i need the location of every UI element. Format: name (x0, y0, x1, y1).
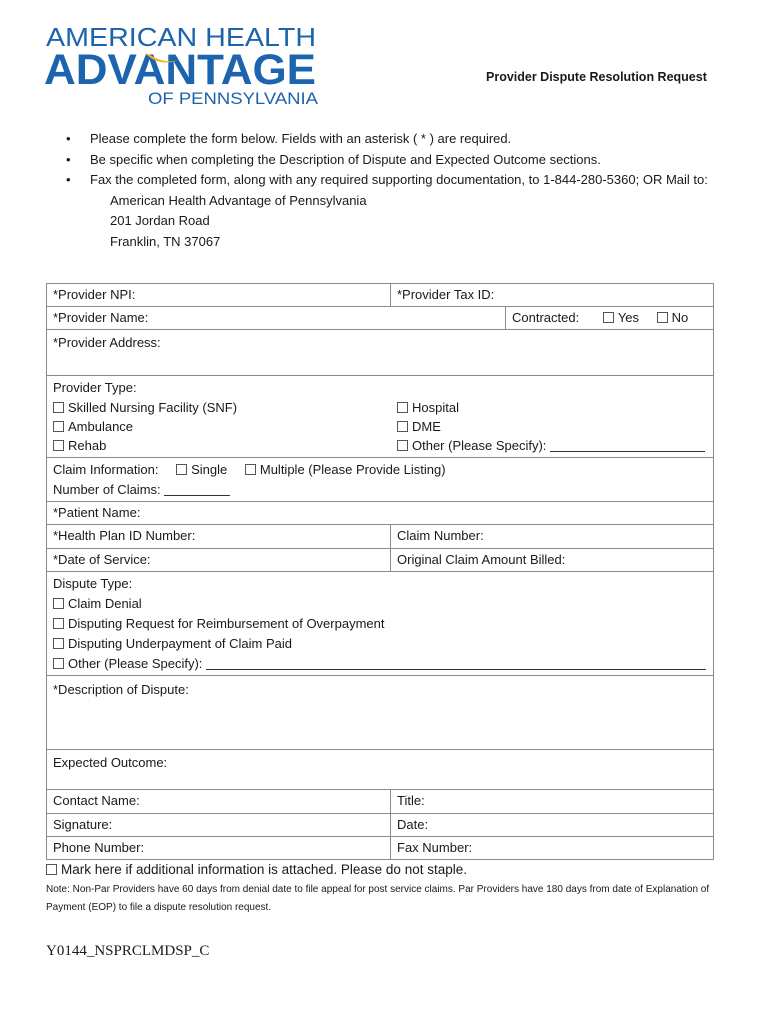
phone-number-label: Phone Number: (53, 840, 145, 855)
instruction-item: • Please complete the form below. Fields with an asterisk ( * ) are required. (64, 129, 724, 150)
checkbox-icon[interactable] (176, 464, 187, 475)
dispute-type-label: Dispute Type: (53, 576, 133, 591)
instruction-item: • Fax the completed form, along with any required supporting documentation, to 1-844-280-5360; OR Mail to: (64, 170, 724, 191)
description-field[interactable] (47, 676, 714, 750)
checkbox-icon[interactable] (53, 658, 64, 669)
logo-line-1: AMERICAN HEALTH (46, 22, 316, 52)
title-label: Title: (397, 793, 425, 808)
type-snf-option[interactable] (53, 398, 397, 417)
claim-multiple-label: Multiple (Please Provide Listing) (259, 462, 446, 477)
type-other-label: Other (Please Specify): (412, 438, 547, 453)
address-line: American Health Advantage of Pennsylvania (110, 192, 367, 208)
type-ambulance-option[interactable] (53, 417, 397, 436)
type-hospital-label: Hospital (412, 400, 459, 415)
original-claim-amount-field[interactable] (391, 549, 714, 572)
claim-number-label: Claim Number: (397, 528, 484, 543)
company-logo (44, 22, 320, 108)
expected-outcome-label: Expected Outcome: (53, 755, 168, 770)
dispute-underpayment-option[interactable] (53, 634, 707, 654)
phone-number-field[interactable] (47, 837, 391, 860)
dispute-type-section (47, 572, 714, 676)
logo-line-2: ADVANTAGE (44, 46, 316, 94)
instruction-item: • Be specific when completing the Description of Dispute and Expected Outcome sections. (64, 150, 724, 171)
type-hospital-option[interactable] (397, 398, 707, 417)
checkbox-icon[interactable] (53, 598, 64, 609)
date-field[interactable] (391, 814, 714, 837)
logo-line-3: OF PENNSYLVANIA (148, 89, 319, 108)
type-dme-label: DME (412, 419, 441, 434)
signature-field[interactable] (47, 814, 391, 837)
date-label: Date: (397, 817, 429, 832)
claim-multiple-option[interactable] (245, 462, 446, 477)
type-rehab-label: Rehab (68, 438, 107, 453)
type-other-input[interactable] (550, 438, 705, 452)
document-code: Y0144_NSPRCLMDSP_C (46, 943, 210, 959)
checkbox-icon[interactable] (397, 402, 408, 413)
address-line: Franklin, TN 37067 (110, 233, 221, 249)
checkbox-icon[interactable] (53, 638, 64, 649)
contracted-group (505, 307, 713, 329)
number-of-claims-input[interactable] (164, 482, 230, 496)
dispute-other-label: Other (Please Specify): (68, 656, 203, 671)
claim-information-section (47, 458, 714, 502)
footnote: Note: Non-Par Providers have 60 days from denial date to file appeal for post service claims. Par Providers have 180 days from date of Explanation of Payment (EOP) to file a dispute resolution request. (46, 884, 710, 913)
dispute-underpayment-label: Disputing Underpayment of Claim Paid (68, 636, 292, 651)
contact-name-field[interactable] (47, 790, 391, 814)
provider-tax-id-label: *Provider Tax ID: (397, 287, 495, 302)
type-rehab-option[interactable] (53, 436, 397, 455)
checkbox-icon[interactable] (53, 440, 64, 451)
checkbox-icon[interactable] (53, 421, 64, 432)
dispute-overpayment-option[interactable] (53, 614, 707, 634)
provider-type-options (53, 398, 707, 455)
instructions-list (64, 129, 724, 252)
fax-number-field[interactable] (391, 837, 714, 860)
type-other-option[interactable] (397, 436, 707, 455)
date-of-service-field[interactable] (47, 549, 391, 572)
contracted-yes-option[interactable] (603, 310, 639, 325)
attachment-label: Mark here if additional information is attached. Please do not staple. (61, 862, 467, 877)
document-title: Provider Dispute Resolution Request (486, 70, 707, 84)
dispute-denial-label: Claim Denial (68, 596, 142, 611)
checkbox-icon[interactable] (46, 864, 57, 875)
checkbox-icon[interactable] (53, 402, 64, 413)
dispute-overpayment-label: Disputing Request for Reimbursement of Overpayment (68, 616, 385, 631)
original-claim-amount-label: Original Claim Amount Billed: (397, 552, 566, 567)
provider-npi-label: *Provider NPI: (53, 287, 136, 302)
checkbox-icon[interactable] (397, 440, 408, 451)
dispute-other-option[interactable] (53, 654, 707, 674)
contracted-label: Contracted: (512, 310, 580, 325)
checkbox-icon[interactable] (397, 421, 408, 432)
mailing-address (64, 191, 724, 253)
claim-number-field[interactable] (391, 525, 714, 549)
contact-name-label: Contact Name: (53, 793, 140, 808)
checkbox-icon[interactable] (657, 312, 668, 323)
title-field[interactable] (391, 790, 714, 814)
fax-number-label: Fax Number: (397, 840, 473, 855)
provider-address-label: *Provider Address: (53, 335, 161, 350)
type-ambulance-label: Ambulance (68, 419, 134, 434)
contracted-no-label: No (671, 310, 689, 325)
type-snf-label: Skilled Nursing Facility (SNF) (68, 400, 238, 415)
health-plan-id-label: *Health Plan ID Number: (53, 528, 196, 543)
provider-address-field[interactable] (47, 330, 714, 376)
contracted-yes-label: Yes (617, 310, 640, 325)
provider-name-field[interactable] (47, 307, 714, 330)
claim-single-label: Single (191, 462, 228, 477)
checkbox-icon[interactable] (53, 618, 64, 629)
claim-single-option[interactable] (176, 462, 227, 477)
address-line: 201 Jordan Road (110, 213, 210, 228)
provider-name-label: *Provider Name: (53, 310, 149, 325)
signature-label: Signature: (53, 817, 113, 832)
number-of-claims-label: Number of Claims: (53, 482, 161, 497)
description-label: *Description of Dispute: (53, 682, 189, 697)
claim-information-label: Claim Information: (53, 462, 159, 477)
health-plan-id-field[interactable] (47, 525, 391, 549)
date-of-service-label: *Date of Service: (53, 552, 151, 567)
contracted-no-option[interactable] (657, 310, 689, 325)
dispute-other-input[interactable] (206, 656, 706, 670)
checkbox-icon[interactable] (245, 464, 256, 475)
provider-type-section (47, 376, 714, 458)
checkbox-icon[interactable] (603, 312, 614, 323)
dispute-form (46, 283, 714, 860)
provider-type-label: Provider Type: (53, 380, 137, 395)
type-dme-option[interactable] (397, 417, 707, 436)
dispute-denial-option[interactable] (53, 594, 707, 614)
attachment-option[interactable] (46, 862, 467, 877)
expected-outcome-field[interactable] (47, 750, 714, 790)
patient-name-label: *Patient Name: (53, 505, 141, 520)
patient-name-field[interactable] (47, 502, 714, 525)
provider-tax-id-field[interactable] (391, 284, 714, 307)
provider-npi-field[interactable] (47, 284, 391, 307)
